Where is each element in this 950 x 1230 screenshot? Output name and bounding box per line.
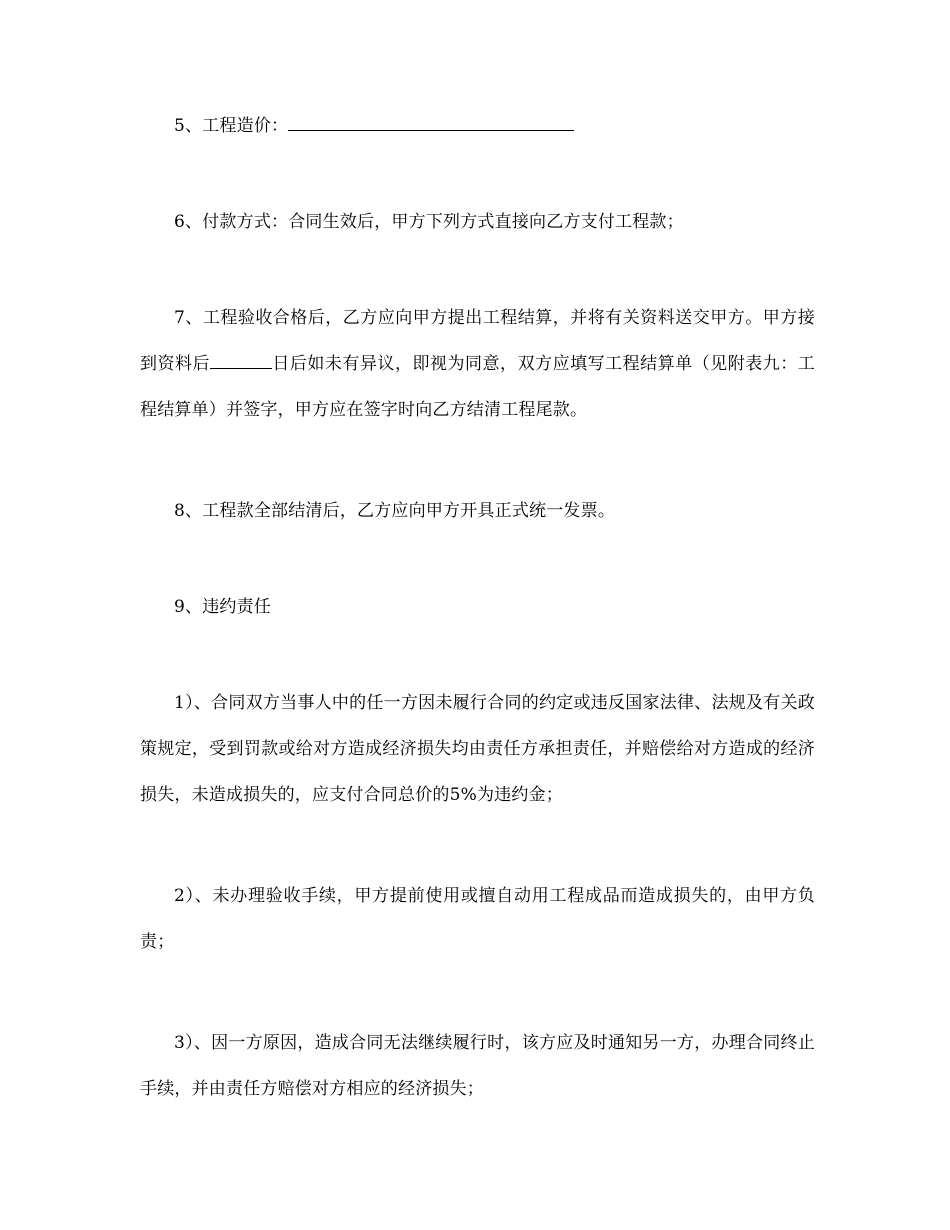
clause-7-settlement [140, 295, 815, 433]
clause-9-heading: 9、违约责任 [174, 597, 272, 617]
cost-blank-line [288, 112, 574, 131]
clause-7-text-after: 日后如未有异议，即视为同意，双方应填写工程结算单（见附表九：工程结算单）并签字，甲方应在签字时向乙方结清工程尾款。 [140, 354, 815, 420]
clause-9-item-2: 2）、未办理验收手续，甲方提前使用或擅自动用工程成品而造成损失的，由甲方负责； [140, 886, 815, 952]
clause-5-label: 5、工程造价： [174, 116, 289, 136]
clause-9-item-3: 3）、因一方原因，造成合同无法继续履行时，该方应及时通知另一方，办理合同终止手续，并由责任方赔偿对方相应的经济损失； [140, 1033, 815, 1099]
clause-7-text-before: 7、工程验收合格后，乙方应向甲方提出工程结算，并将有关资料送交甲方。甲方接到资料后 [140, 308, 815, 374]
clause-6-payment-method: 6、付款方式：合同生效后，甲方下列方式直接向乙方支付工程款； [174, 212, 684, 232]
clause-9-item-1: 1）、合同双方当事人中的任一方因未履行合同的约定或违反国家法律、法规及有关政策规定，受到罚款或给对方造成经济损失均由责任方承担责任，并赔偿给对方造成的经济损失，未造成损失的，应支付合同总价的5%为违约金； [140, 693, 815, 805]
clause-8-invoice: 8、工程款全部结清后，乙方应向甲方开具正式统一发票。 [174, 501, 616, 521]
days-blank-line [210, 350, 272, 369]
clause-5-project-cost [140, 103, 815, 149]
